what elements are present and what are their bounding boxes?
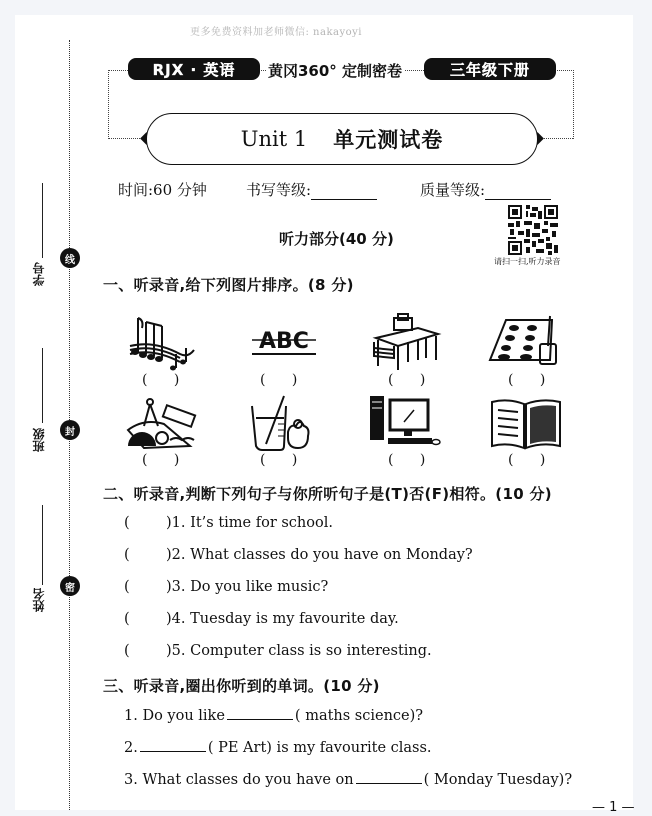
fill-item-2 (124, 739, 432, 756)
tf-item-3 (124, 579, 328, 595)
tf-answer-2[interactable]: ( (124, 547, 130, 563)
tf-sentence-4: )4. Tuesday is my favourite day. (166, 611, 399, 627)
page-number: — 1 — (592, 800, 635, 815)
tf-sentence-2: )2. What classes do you have on Monday? (166, 547, 473, 563)
brand-title: 黄冈360° 定制密卷 (268, 62, 403, 80)
answer-paren-5[interactable]: ( ) (142, 452, 180, 468)
section2-title: 二、听录音,判断下列句子与你所听句子是(T)否(F)相符。(10 分) (103, 485, 552, 503)
tf-item-5 (124, 643, 432, 659)
writing-grade-blank[interactable] (311, 185, 377, 200)
tf-answer-1[interactable]: ( (124, 515, 130, 531)
unit-title-cn: 单元测试卷 (333, 127, 444, 152)
subject-pill: RJX · 英语 (128, 58, 260, 80)
time-label: 时间:60 分钟 (118, 181, 207, 199)
tf-sentence-3: )3. Do you like music? (166, 579, 329, 595)
fill-item-3 (124, 771, 572, 788)
desk-icon (368, 310, 444, 372)
answer-paren-8[interactable]: ( ) (508, 452, 546, 468)
computer-icon (368, 392, 444, 454)
fill-text-before-2: 2. (124, 740, 138, 756)
quality-grade (420, 179, 551, 200)
section3-title: 三、听录音,圈出你听到的单词。(10 分) (103, 677, 380, 695)
quality-grade-label: 质量等级: (420, 181, 486, 199)
fill-options-1[interactable]: ( maths science)? (294, 708, 424, 724)
fill-blank-3[interactable] (356, 771, 422, 784)
answer-paren-6[interactable]: ( ) (260, 452, 298, 468)
binding-marker-secret: 密 (60, 576, 80, 596)
fill-blank-1[interactable] (227, 707, 293, 720)
tf-answer-5[interactable]: ( (124, 643, 130, 659)
grade-pill: 三年级下册 (424, 58, 556, 80)
music-notes-icon (124, 310, 200, 372)
fill-options-3[interactable]: ( Monday Tuesday)? (423, 772, 573, 788)
answer-paren-4[interactable]: ( ) (508, 372, 546, 388)
abc-letters-icon (246, 310, 322, 372)
class-label: 班级 (32, 428, 46, 452)
qr-code-icon[interactable] (508, 205, 558, 255)
watermark-text: 更多免费资料加老师微信: nakayoyi (190, 27, 362, 38)
binding-marker-seal: 封 (60, 420, 80, 440)
svg-text:ABC: ABC (259, 329, 309, 354)
tf-answer-3[interactable]: ( (124, 579, 130, 595)
tf-sentence-5: )5. Computer class is so interesting. (166, 643, 432, 659)
answer-paren-3[interactable]: ( ) (388, 372, 426, 388)
writing-grade-label: 书写等级: (246, 181, 312, 199)
fill-text-before-1: 1. Do you like (124, 708, 225, 724)
qr-caption: 请扫一扫,听力录音 (494, 257, 561, 266)
tf-sentence-1: )1. It’s time for school. (166, 515, 333, 531)
name-line[interactable] (42, 505, 43, 585)
quality-grade-blank[interactable] (485, 185, 551, 200)
answer-paren-1[interactable]: ( ) (142, 372, 180, 388)
tf-item-2 (124, 547, 473, 563)
unit-title-capsule (146, 113, 538, 165)
open-book-icon (488, 392, 564, 454)
writing-grade (246, 179, 377, 200)
paint-palette-icon (488, 310, 564, 372)
science-beaker-icon (246, 392, 322, 454)
unit-title-en: Unit 1 (240, 127, 308, 151)
section1-title: 一、听录音,给下列图片排序。(8 分) (103, 276, 354, 294)
answer-paren-2[interactable]: ( ) (260, 372, 298, 388)
fill-options-2[interactable]: ( PE Art) is my favourite class. (207, 740, 432, 756)
tf-item-1 (124, 515, 333, 531)
answer-paren-7[interactable]: ( ) (388, 452, 426, 468)
name-label: 姓名 (32, 588, 46, 612)
math-tools-icon (124, 392, 200, 454)
fill-text-before-3: 3. What classes do you have on (124, 772, 354, 788)
fill-blank-2[interactable] (140, 739, 206, 752)
student-id-label: 学号 (32, 262, 46, 286)
tf-answer-4[interactable]: ( (124, 611, 130, 627)
student-id-line[interactable] (42, 183, 43, 258)
listening-part-title: 听力部分(40 分) (279, 230, 394, 248)
fill-item-1 (124, 707, 423, 724)
binding-marker-line: 线 (60, 248, 80, 268)
tf-item-4 (124, 611, 399, 627)
class-line[interactable] (42, 348, 43, 423)
